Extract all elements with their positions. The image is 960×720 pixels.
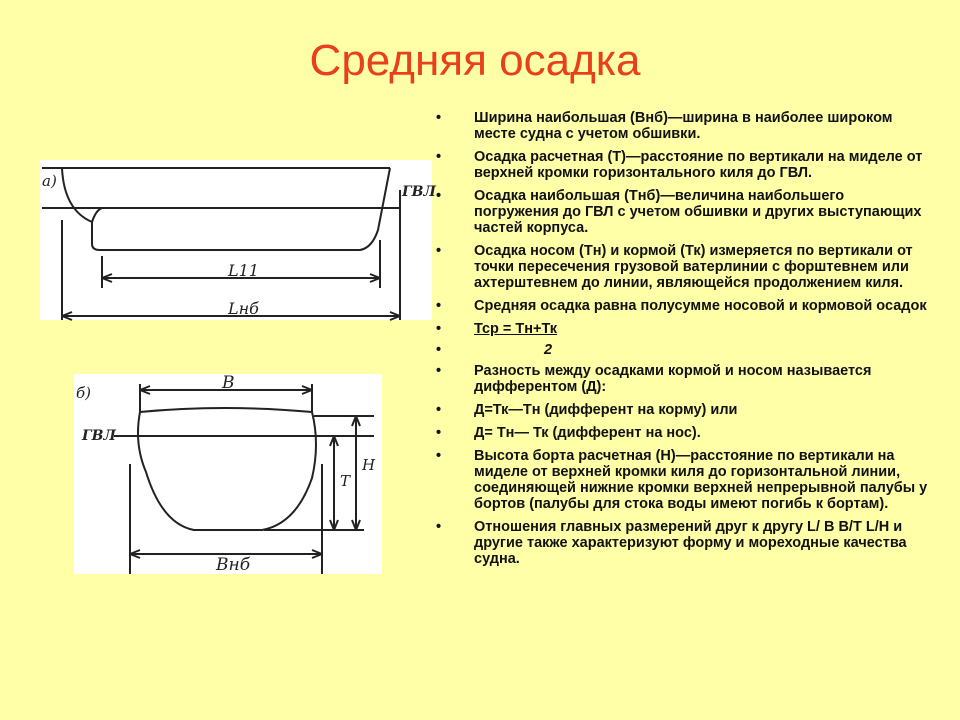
list-item: • Д= Тн— Тк (дифферент на нос). [436, 425, 701, 441]
list-item: • Средняя осадка равна полусумме носовой и кормовой осадок [436, 298, 927, 314]
list-item: • Отношения главных размерений друг к другу L/ В В/Т L/Н и другие также характеризуют форму и мореходные качества судна. [436, 519, 907, 567]
dim-b-label: В [222, 373, 235, 393]
midship-section-figure [74, 374, 382, 574]
label-a: а) [42, 172, 57, 190]
dim-lnb-label: Lнб [228, 299, 259, 318]
list-item: • Д=Тк—Тн (дифферент на корму) или [436, 402, 738, 418]
label-b: б) [76, 384, 92, 402]
gvl-label-bottom: ГВЛ [82, 428, 116, 444]
hull-profile-figure [40, 160, 436, 320]
formula-denominator: • 2 [436, 342, 553, 358]
dim-bnb-label: Внб [216, 555, 251, 575]
list-item: • Высота борта расчетная (Н)—расстояние по вертикали на миделе от верхней кромки киля до горизонтальной линии, соединяющей нижние кромки верхней непрерывной палубы у бортов (палубы для стока воды имеют погибь к бортам). [436, 448, 928, 512]
list-item: • Разность между осадками кормой и носом называется дифферентом (Д): [436, 363, 872, 395]
formula-numerator: • Тср = Тн+Тк [436, 321, 558, 337]
list-item: • Осадка носом (Тн) и кормой (Тк) измеряется по вертикали от точки пересечения грузовой ватерлинии с форштевнем или ахтерштевнем до линии, являющейся продолжением киля. [436, 243, 913, 291]
definitions-list [430, 110, 930, 574]
list-item: • Ширина наибольшая (Внб)—ширина в наиболее широком месте судна с учетом обшивки. [436, 110, 893, 142]
list-item: • Осадка расчетная (Т)—расстояние по вертикали на миделе от верхней кромки горизонтального киля до ГВЛ. [436, 149, 923, 181]
dim-t-label: Т [340, 472, 351, 490]
dim-h-label: Н [362, 456, 376, 474]
list-item: • Осадка наибольшая (Тнб)—величина наибольшего погружения до ГВЛ с учетом обшивки и других выступающих частей корпуса. [436, 188, 922, 236]
dim-l11-label: L11 [228, 261, 259, 280]
gvl-label-top: ГВЛ [402, 184, 436, 200]
slide-title: Средняя осадка [309, 36, 641, 85]
